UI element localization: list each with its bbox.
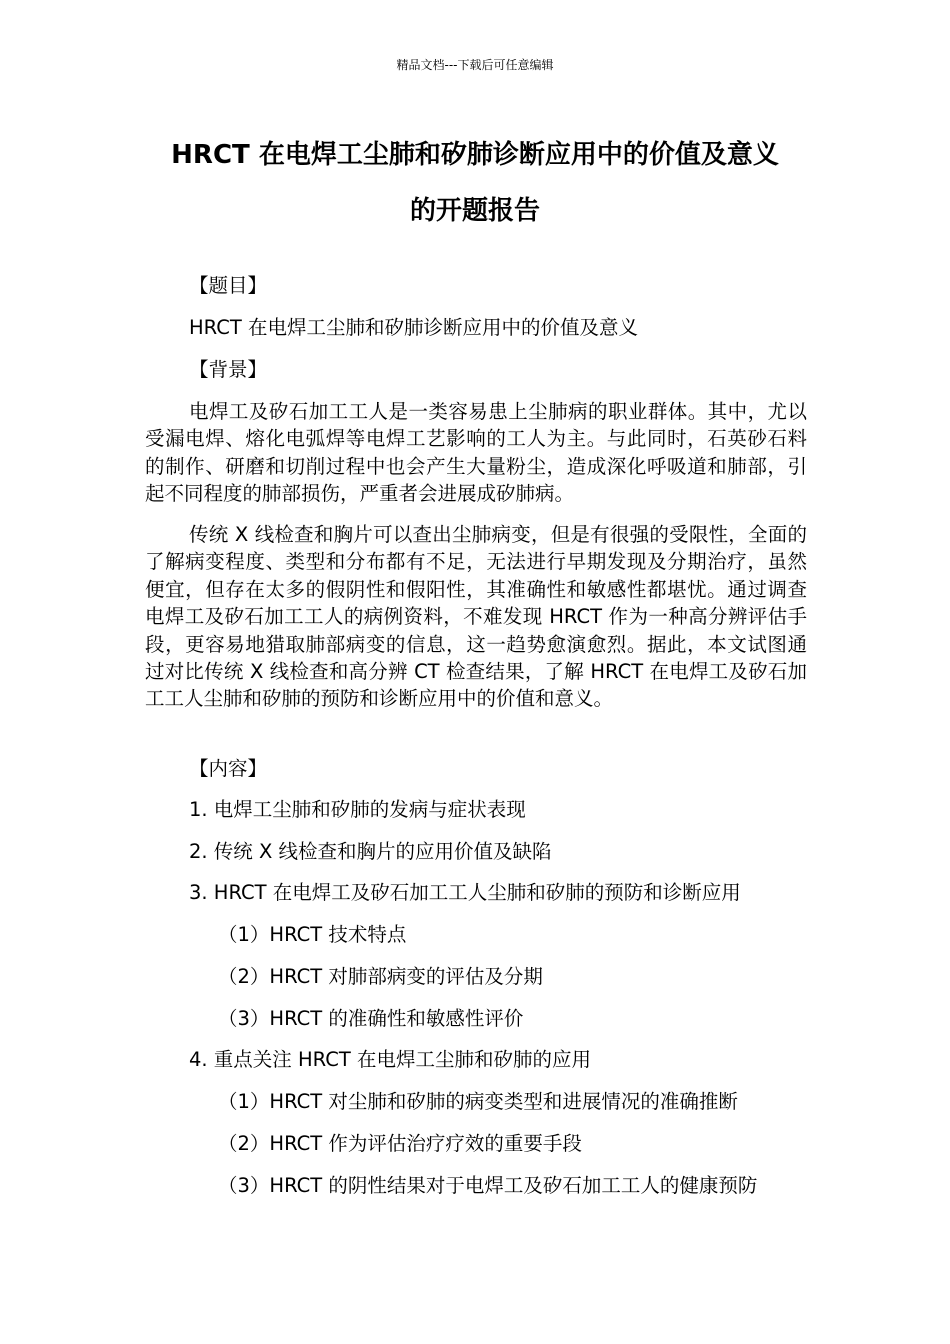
document-title-line-2: 的开题报告	[409, 196, 540, 226]
background-heading: 【背景】	[189, 358, 268, 381]
content-subitem: （1）HRCT 技术特点	[218, 923, 407, 946]
content-heading: 【内容】	[189, 757, 268, 780]
content-subitem: （2）HRCT 作为评估治疗疗效的重要手段	[218, 1132, 582, 1155]
document-title-line-1: HRCT 在电焊工尘肺和矽肺诊断应用中的价值及意义	[171, 140, 779, 170]
content-item: 4. 重点关注 HRCT 在电焊工尘肺和矽肺的应用	[189, 1048, 591, 1071]
background-paragraph-2: 传统 X 线检查和胸片可以查出尘肺病变，但是有很强的受限性，全面的了解病变程度、类型和分布都有不足，无法进行早期发现及分期治疗，虽然便宜，但存在太多的假阴性和假阳性，其准确性和敏感性都堪忧。通过调查电焊工及矽石加工工人的病例资料，不难发现 HRCT 作为一种高分辨评估手段，更容易地猎取肺部病变的信息，这一趋势愈演愈烈。据此，本文试图通过对比传统 X 线检查和高分辨 CT 检查结果，了解 HRCT 在电焊工及矽石加工工人尘肺和矽肺的预防和诊断应用中的价值和意义。	[145, 523, 807, 711]
content-item: 3. HRCT 在电焊工及矽石加工工人尘肺和矽肺的预防和诊断应用	[189, 881, 741, 904]
content-subitem: （3）HRCT 的阴性结果对于电焊工及矽石加工工人的健康预防	[218, 1174, 758, 1197]
background-paragraph-1: 电焊工及矽石加工工人是一类容易患上尘肺病的职业群体。其中，尤以受漏电焊、熔化电弧焊等电焊工艺影响的工人为主。与此同时，石英砂石料的制作、研磨和切削过程中也会产生大量粉尘，造成深化呼吸道和肺部，引起不同程度的肺部损伤，严重者会进展成矽肺病。	[145, 400, 807, 506]
content-subitem: （1）HRCT 对尘肺和矽肺的病变类型和进展情况的准确推断	[218, 1090, 738, 1113]
header-note: 精品文档---下载后可任意编辑	[396, 58, 554, 72]
content-item: 1. 电焊工尘肺和矽肺的发病与症状表现	[189, 798, 526, 821]
topic-heading: 【题目】	[189, 274, 268, 297]
topic-text: HRCT 在电焊工尘肺和矽肺诊断应用中的价值及意义	[189, 316, 638, 339]
content-subitem: （3）HRCT 的准确性和敏感性评价	[218, 1007, 524, 1030]
content-subitem: （2）HRCT 对肺部病变的评估及分期	[218, 965, 543, 988]
content-item: 2. 传统 X 线检查和胸片的应用价值及缺陷	[189, 840, 552, 863]
